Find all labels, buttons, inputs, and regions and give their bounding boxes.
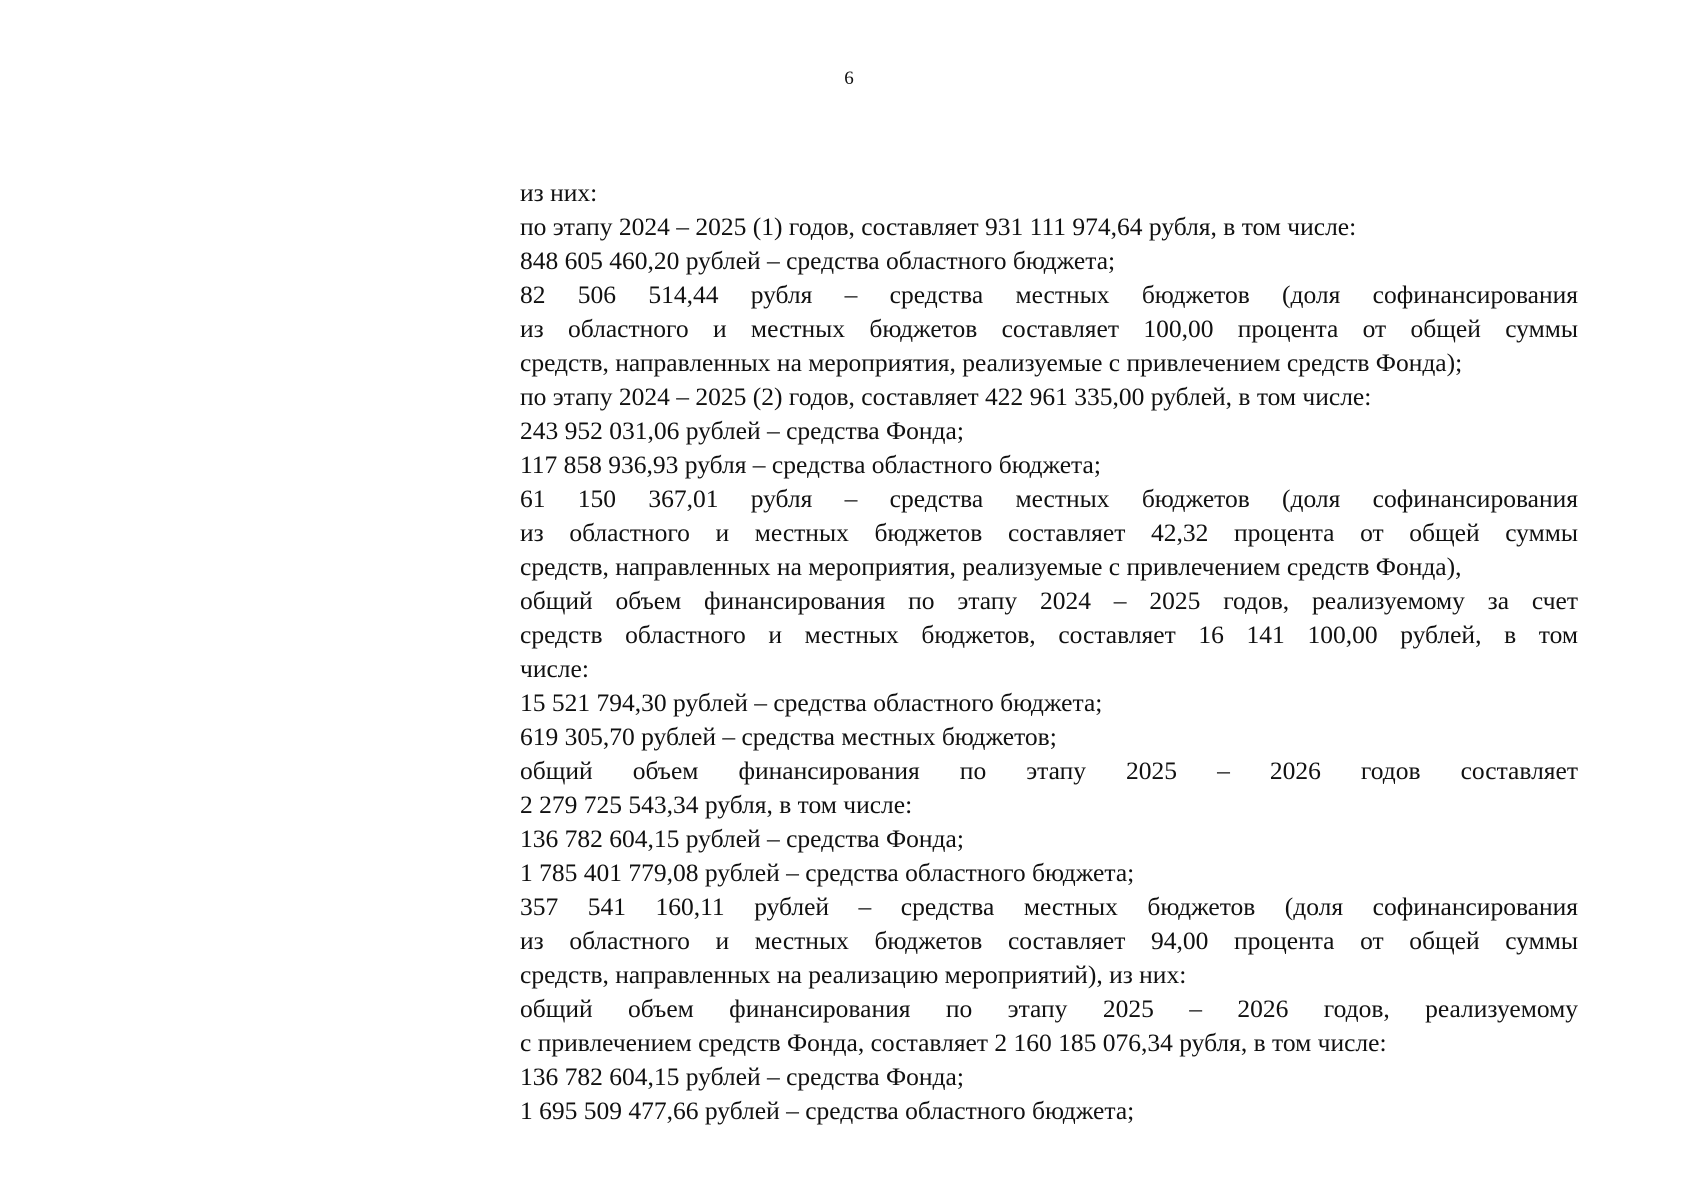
text-line: из областного и местных бюджетов составляет 42,32 процента от общей суммы	[520, 518, 1578, 547]
text-line: 15 521 794,30 рублей – средства областного бюджета;	[520, 688, 1103, 717]
text-line: средств, направленных на мероприятия, реализуемые с привлечением средств Фонда);	[520, 348, 1463, 377]
text-line: с привлечением средств Фонда, составляет 2 160 185 076,34 рубля, в том числе:	[520, 1028, 1387, 1057]
text-line: 82 506 514,44 рубля – средства местных бюджетов (доля софинансирования	[520, 280, 1578, 309]
text-line: средств, направленных на мероприятия, реализуемые с привлечением средств Фонда),	[520, 552, 1462, 581]
text-line: общий объем финансирования по этапу 2024 – 2025 годов, реализуемому за счет	[520, 586, 1578, 615]
text-line: 619 305,70 рублей – средства местных бюджетов;	[520, 722, 1057, 751]
text-line: средств, направленных на реализацию мероприятий), из них:	[520, 960, 1187, 989]
text-line: общий объем финансирования по этапу 2025 – 2026 годов составляет	[520, 756, 1578, 785]
text-line: по этапу 2024 – 2025 (1) годов, составляет 931 111 974,64 рубля, в том числе:	[520, 212, 1357, 241]
text-line: средств областного и местных бюджетов, составляет 16 141 100,00 рублей, в том	[520, 620, 1578, 649]
text-line: числе:	[520, 654, 589, 683]
text-line: по этапу 2024 – 2025 (2) годов, составляет 422 961 335,00 рублей, в том числе:	[520, 382, 1372, 411]
text-line: 61 150 367,01 рубля – средства местных бюджетов (доля софинансирования	[520, 484, 1578, 513]
text-line: 136 782 604,15 рублей – средства Фонда;	[520, 1062, 964, 1091]
text-line: 2 279 725 543,34 рубля, в том числе:	[520, 790, 913, 819]
text-line: 1 785 401 779,08 рублей – средства областного бюджета;	[520, 858, 1135, 887]
page-number: 6	[844, 68, 854, 89]
text-line: 357 541 160,11 рублей – средства местных бюджетов (доля софинансирования	[520, 892, 1578, 921]
text-line: 1 695 509 477,66 рублей – средства областного бюджета;	[520, 1096, 1135, 1125]
text-line: общий объем финансирования по этапу 2025 – 2026 годов, реализуемому	[520, 994, 1578, 1023]
document-body	[520, 176, 1578, 1128]
text-line: из областного и местных бюджетов составляет 94,00 процента от общей суммы	[520, 926, 1578, 955]
text-line: 117 858 936,93 рубля – средства областного бюджета;	[520, 450, 1101, 479]
text-line: 136 782 604,15 рублей – средства Фонда;	[520, 824, 964, 853]
text-line: из них:	[520, 178, 598, 207]
text-line: 243 952 031,06 рублей – средства Фонда;	[520, 416, 964, 445]
text-line: из областного и местных бюджетов составляет 100,00 процента от общей суммы	[520, 314, 1578, 343]
text-line: 848 605 460,20 рублей – средства областного бюджета;	[520, 246, 1116, 275]
